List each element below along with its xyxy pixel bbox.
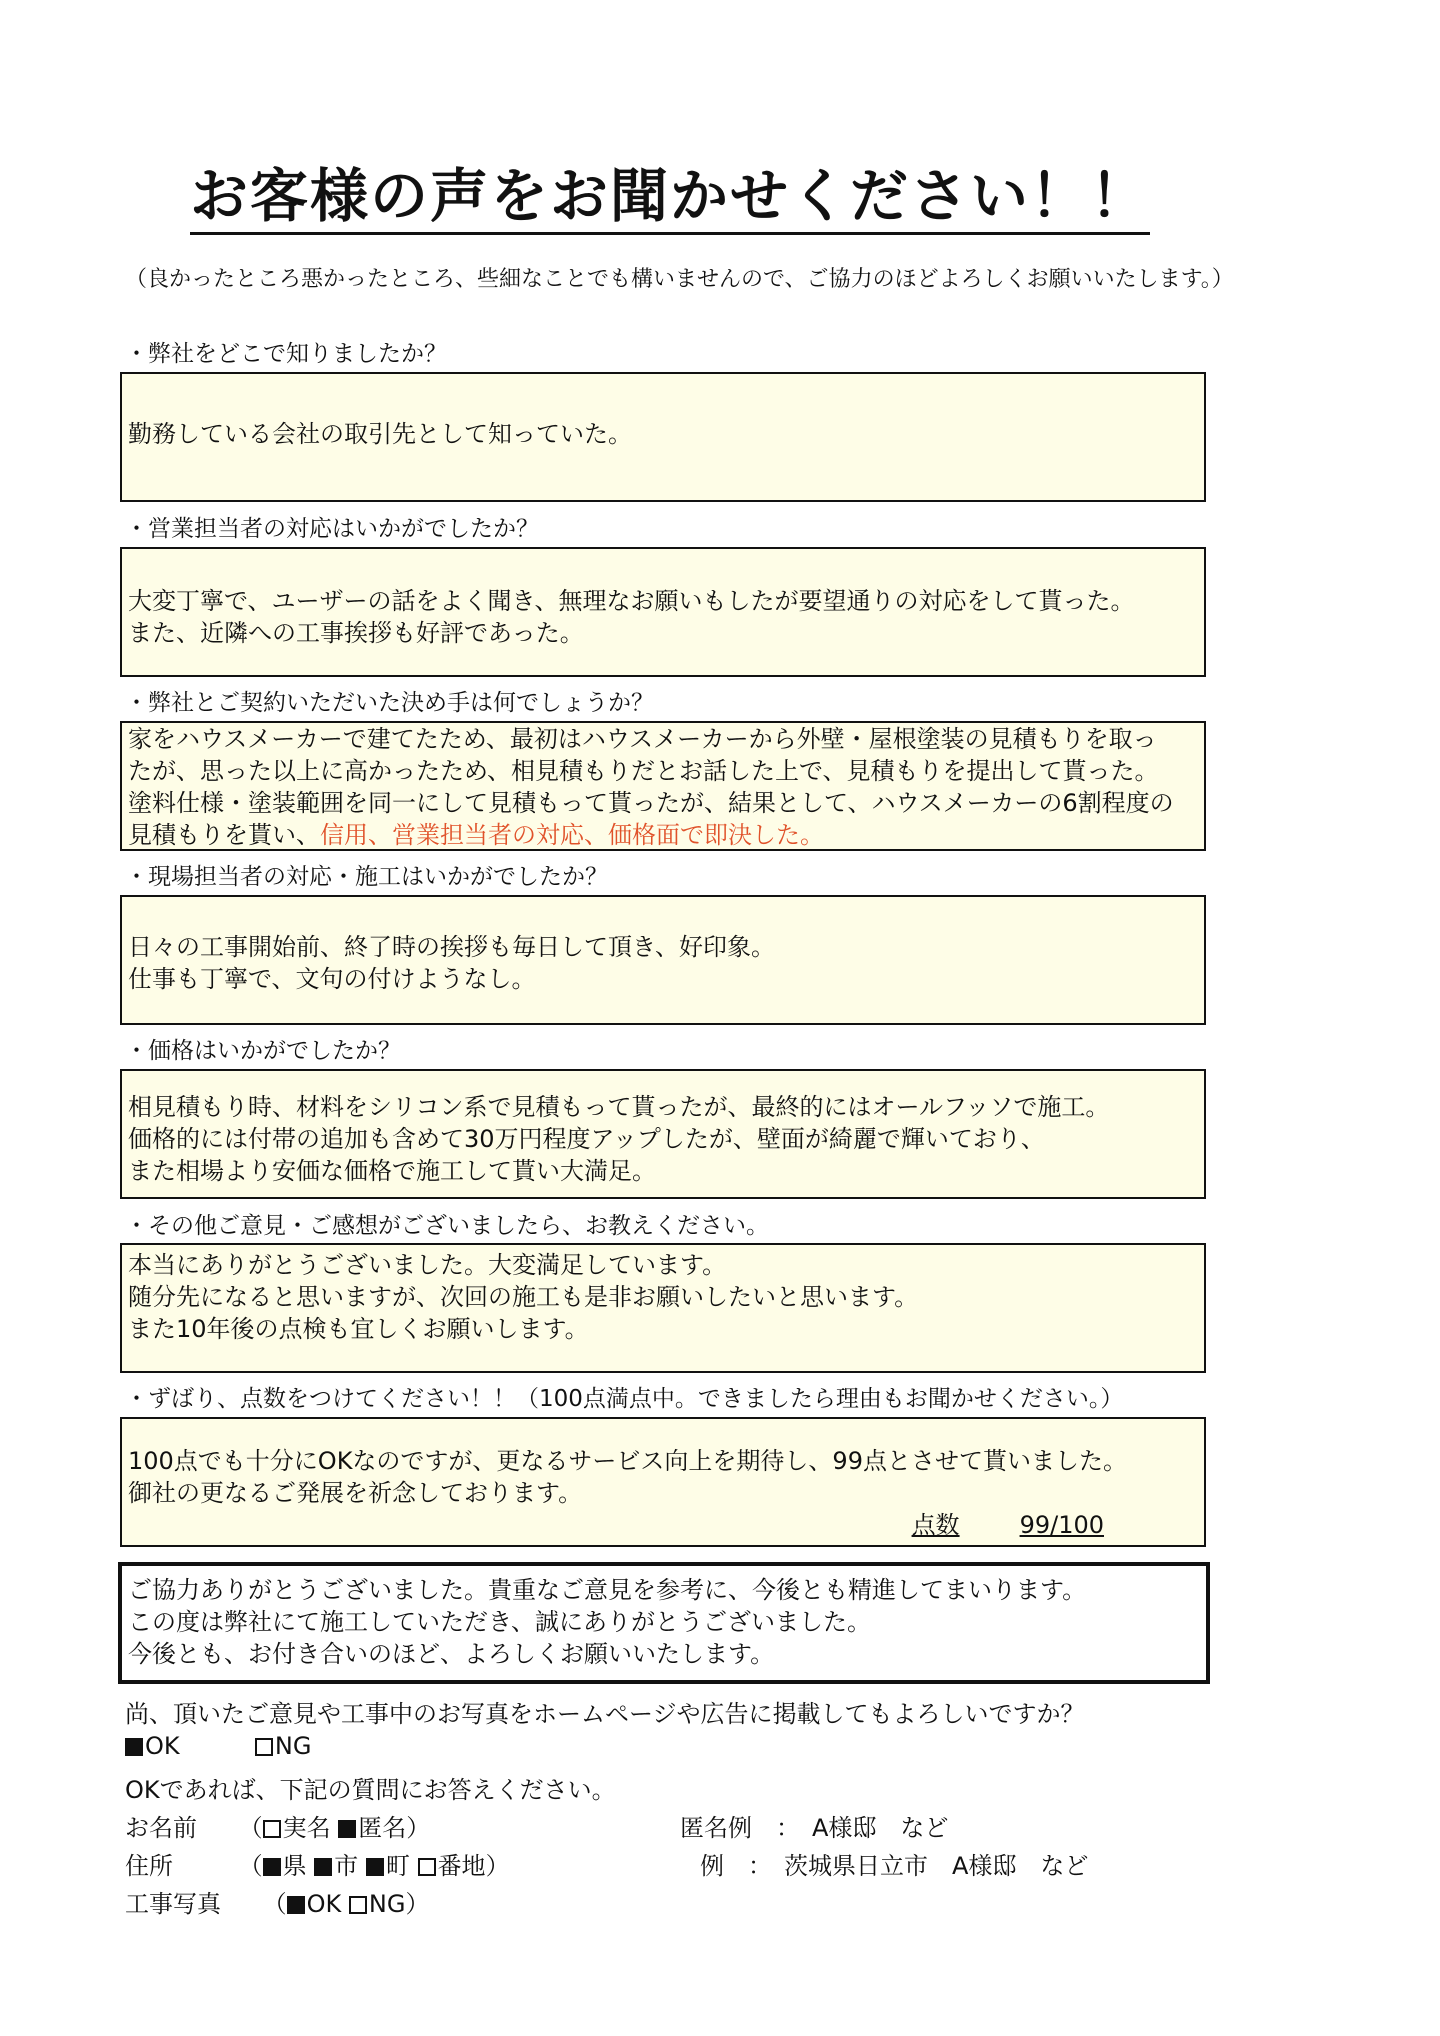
city-checkbox[interactable] bbox=[314, 1858, 332, 1876]
answer-line: 仕事も丁寧で、文句の付けようなし。 bbox=[128, 965, 536, 993]
pref-checkbox[interactable] bbox=[263, 1858, 281, 1876]
address-example: 例 ： 茨城県日立市 A様邸 など bbox=[700, 1852, 1089, 1880]
banchi-checkbox[interactable] bbox=[418, 1858, 436, 1876]
permission-question: 尚、頂いたご意見や工事中のお写真をホームページや広告に掲載してもよろしいですか？ bbox=[125, 1700, 1085, 1728]
answer-line: 日々の工事開始前、終了時の挨拶も毎日して頂き、好印象。 bbox=[128, 933, 776, 961]
ng-label: NG bbox=[274, 1732, 312, 1760]
answer-box-3 bbox=[120, 721, 1206, 851]
address-row: 住所 （ 県 市 町 番地） bbox=[125, 1852, 510, 1880]
town-checkbox[interactable] bbox=[366, 1858, 384, 1876]
photo-ng-checkbox[interactable] bbox=[349, 1896, 367, 1914]
thanks-line: ご協力ありがとうございました。貴重なご意見を参考に、今後とも精進してまいります。 bbox=[128, 1576, 1087, 1604]
photo-ok-label: OK bbox=[306, 1890, 342, 1918]
photo-ok-checkbox[interactable] bbox=[287, 1896, 305, 1914]
answer-box-2 bbox=[120, 547, 1206, 677]
question-1: ・弊社をどこで知りましたか？ bbox=[125, 341, 447, 367]
answer-line: たが、思った以上に高かったため、相見積もりだとお話した上で、見積もりを提出して貰った。 bbox=[128, 757, 1159, 785]
question-2: ・営業担当者の対応はいかがでしたか？ bbox=[125, 516, 539, 542]
real-name-checkbox[interactable] bbox=[263, 1820, 281, 1838]
real-name-label: 実名 bbox=[282, 1814, 331, 1842]
city-label: 市 bbox=[334, 1852, 359, 1880]
name-example: 匿名例 ： A様邸 など bbox=[680, 1814, 949, 1842]
answer-line: 本当にありがとうございました。大変満足しています。 bbox=[128, 1251, 727, 1279]
answer-line: 御社の更なるご発展を祈念しております。 bbox=[128, 1479, 583, 1507]
answer-line: 相見積もり時、材料をシリコン系で見積もって貰ったが、最終的にはオールフッソで施工。 bbox=[128, 1093, 1110, 1121]
answer-line: 価格的には付帯の追加も含めて30万円程度アップしたが、壁面が綺麗で輝いており、 bbox=[128, 1125, 1045, 1153]
answer-line: また10年後の点検も宜しくお願いします。 bbox=[128, 1315, 589, 1343]
answer-box-1 bbox=[120, 372, 1206, 502]
question-7: ・ずばり、点数をつけてください！！（100点満点中。できましたら理由もお聞かせください。） bbox=[125, 1386, 1124, 1412]
question-4: ・現場担当者の対応・施工はいかがでしたか？ bbox=[125, 864, 608, 890]
banchi-label: 番地 bbox=[437, 1852, 486, 1880]
answer-line-last bbox=[128, 819, 1198, 851]
pref-label: 県 bbox=[282, 1852, 307, 1880]
answer-box-5 bbox=[120, 1069, 1206, 1199]
photo-ng-label: NG bbox=[368, 1890, 406, 1918]
page-subtitle: （良かったところ悪かったところ、些細なことでも構いませんので、ご協力のほどよろしくお願いいたします。） bbox=[125, 267, 1234, 292]
answer-line: 塗料仕様・塗装範囲を同一にして見積もって貰ったが、結果として、ハウスメーカーの6割程度の bbox=[128, 789, 1174, 817]
question-5: ・価格はいかがでしたか？ bbox=[125, 1038, 401, 1064]
thanks-line: 今後とも、お付き合いのほど、よろしくお願いいたします。 bbox=[128, 1640, 775, 1668]
address-label: 住所 bbox=[125, 1852, 173, 1880]
town-label: 町 bbox=[385, 1852, 410, 1880]
photo-label: 工事写真 bbox=[125, 1890, 221, 1918]
anonymous-checkbox[interactable] bbox=[338, 1820, 356, 1838]
answer-line: 随分先になると思いますが、次回の施工も是非お願いしたいと思います。 bbox=[128, 1283, 919, 1311]
answer-highlight: 信用、営業担当者の対応、価格面で即決した。 bbox=[320, 821, 824, 849]
photo-row: 工事写真 （ OK NG） bbox=[125, 1890, 430, 1918]
question-6: ・その他ご意見・ご感想がございましたら、お教えください。 bbox=[125, 1213, 769, 1239]
score-value: 99/100 bbox=[1019, 1511, 1104, 1539]
thanks-box bbox=[118, 1562, 1210, 1684]
ok-prompt: OKであれば、下記の質問にお答えください。 bbox=[125, 1776, 616, 1804]
answer-line: 家をハウスメーカーで建てたため、最初はハウスメーカーから外壁・屋根塗装の見積もりを取っ bbox=[128, 725, 1157, 753]
score bbox=[912, 1509, 1104, 1541]
permission-options bbox=[125, 1732, 311, 1760]
answer-line: 勤務している会社の取引先として知っていた。 bbox=[128, 420, 632, 448]
answer-line: 大変丁寧で、ユーザーの話をよく聞き、無理なお願いもしたが要望通りの対応をして貰った。 bbox=[128, 587, 1135, 615]
ng-checkbox[interactable] bbox=[255, 1738, 273, 1756]
ok-checkbox[interactable] bbox=[125, 1738, 143, 1756]
anonymous-label: 匿名 bbox=[358, 1814, 407, 1842]
answer-box-4 bbox=[120, 895, 1206, 1025]
name-label: お名前 bbox=[125, 1814, 197, 1842]
thanks-line: この度は弊社にて施工していただき、誠にありがとうございました。 bbox=[128, 1608, 872, 1636]
answer-line-prefix: 見積もりを貰い、 bbox=[128, 821, 320, 849]
answer-box-7 bbox=[120, 1417, 1206, 1547]
score-label: 点数 bbox=[911, 1511, 960, 1539]
answer-line: また相場より安価な価格で施工して貰い大満足。 bbox=[128, 1157, 656, 1185]
name-row: お名前 （ 実名 匿名） bbox=[125, 1814, 431, 1842]
answer-line: 100点でも十分にOKなのですが、更なるサービス向上を期待し、99点とさせて貰いました。 bbox=[128, 1447, 1127, 1475]
page-title: お客様の声をお聞かせください！！ bbox=[190, 160, 1150, 235]
ok-label: OK bbox=[145, 1732, 180, 1760]
answer-box-6 bbox=[120, 1243, 1206, 1373]
question-3: ・弊社とご契約いただいた決め手は何でしょうか？ bbox=[125, 690, 654, 716]
answer-line: また、近隣への工事挨拶も好評であった。 bbox=[128, 619, 584, 647]
